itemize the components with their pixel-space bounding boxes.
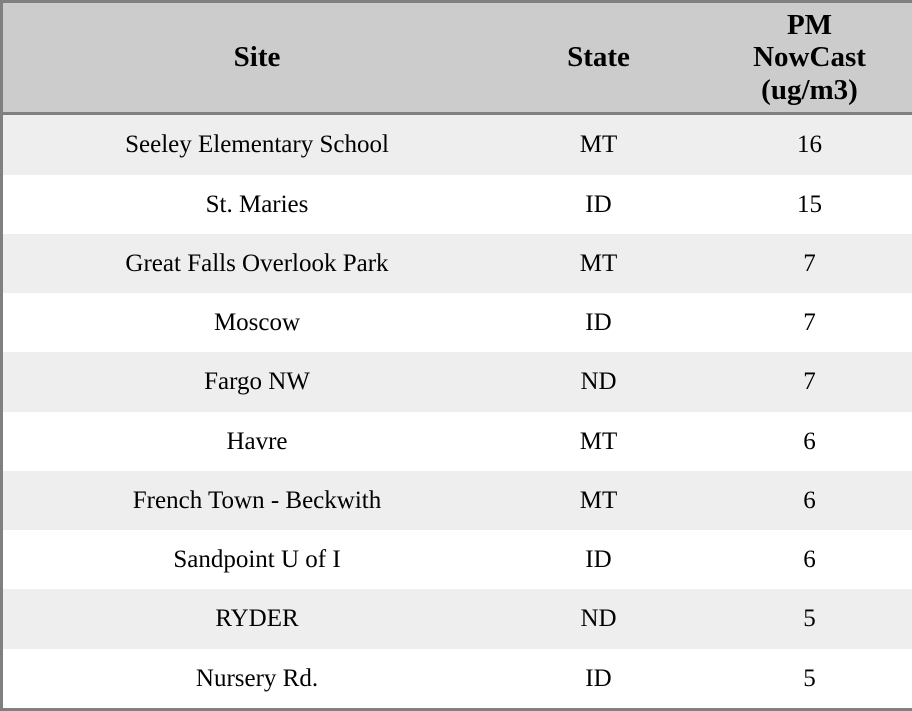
column-header-pm-nowcast bbox=[686, 3, 912, 114]
cell-state: MT bbox=[579, 131, 618, 159]
cell-state: ND bbox=[580, 605, 617, 633]
cell-state: ID bbox=[585, 546, 612, 574]
table-row bbox=[3, 412, 912, 471]
table-row bbox=[3, 530, 912, 589]
column-header-state: State bbox=[511, 3, 686, 114]
air-quality-table bbox=[3, 3, 912, 708]
column-header-site: Site bbox=[3, 3, 511, 114]
cell-value: 6 bbox=[803, 486, 816, 514]
cell-site: Fargo NW bbox=[204, 368, 310, 396]
cell-site: Seeley Elementary School bbox=[125, 131, 389, 159]
cell-state: ID bbox=[585, 664, 612, 692]
cell-state: MT bbox=[579, 427, 618, 455]
cell-site: RYDER bbox=[215, 605, 299, 633]
cell-site: Moscow bbox=[213, 309, 301, 337]
cell-value: 5 bbox=[803, 664, 816, 692]
cell-site: Sandpoint U of I bbox=[173, 546, 341, 574]
cell-value: 7 bbox=[803, 249, 816, 277]
cell-state: ID bbox=[585, 309, 612, 337]
table-row bbox=[3, 352, 912, 411]
table-body bbox=[3, 114, 912, 708]
cell-state: ID bbox=[585, 190, 612, 218]
cell-value: 6 bbox=[803, 427, 816, 455]
cell-state: MT bbox=[579, 249, 618, 277]
column-header-pm-nowcast-line-3: (ug/m3) bbox=[761, 73, 858, 106]
table-row bbox=[3, 293, 912, 352]
cell-site: French Town - Beckwith bbox=[132, 486, 382, 514]
table-header bbox=[3, 3, 912, 114]
column-header-pm-nowcast-line-1: PM bbox=[786, 9, 833, 41]
cell-value: 6 bbox=[803, 546, 816, 574]
cell-site: Great Falls Overlook Park bbox=[125, 249, 389, 277]
table-row bbox=[3, 175, 912, 234]
table-header-row bbox=[3, 3, 912, 114]
table-row bbox=[3, 234, 912, 293]
cell-site: St. Maries bbox=[205, 190, 309, 218]
column-header-pm-nowcast-line-2: NowCast bbox=[753, 41, 866, 74]
table-row bbox=[3, 471, 912, 530]
cell-value: 7 bbox=[803, 309, 816, 337]
cell-site: Havre bbox=[226, 427, 288, 455]
table-row bbox=[3, 589, 912, 648]
cell-state: MT bbox=[579, 486, 618, 514]
table-row bbox=[3, 649, 912, 708]
cell-value: 5 bbox=[803, 605, 816, 633]
cell-site: Nursery Rd. bbox=[195, 664, 319, 692]
cell-value: 15 bbox=[797, 190, 822, 218]
cell-value: 16 bbox=[797, 131, 822, 159]
cell-value: 7 bbox=[803, 368, 816, 396]
table-row bbox=[3, 114, 912, 175]
cell-state: ND bbox=[580, 368, 617, 396]
